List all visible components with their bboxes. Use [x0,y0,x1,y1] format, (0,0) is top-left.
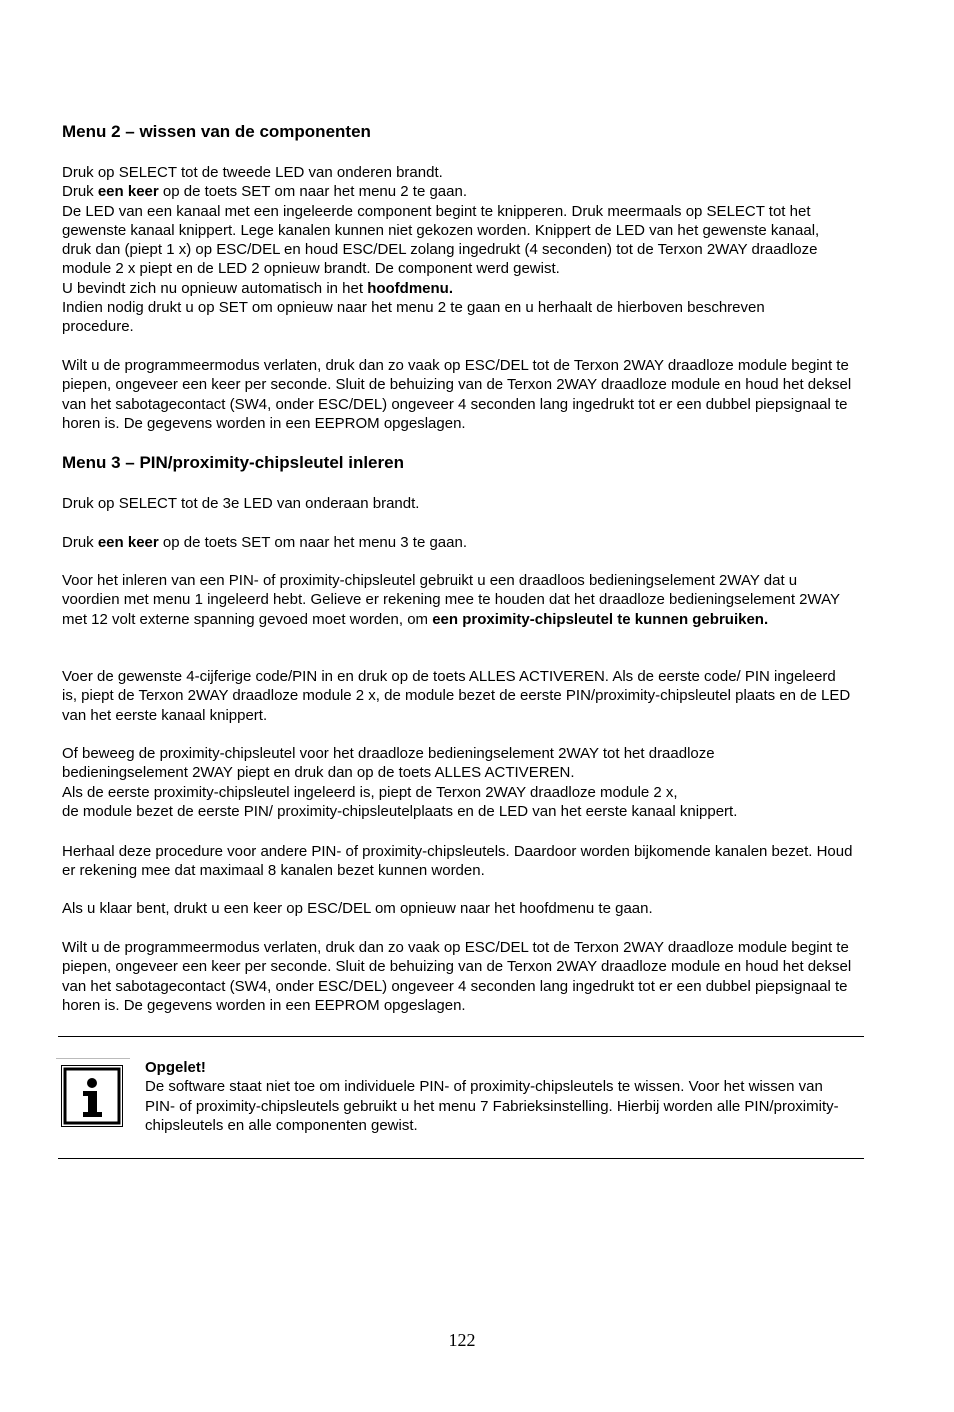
menu2-heading: Menu 2 – wissen van de componenten [62,122,371,141]
menu3-requirements: Voor het inleren van een PIN- of proximity-chipsleutel gebruikt u een draadloos bedieningselement 2WAY dat u voordien met menu 1 ingeleerd hebt. Gelieve er rekening mee te houden dat het draadloze bedieningselement 2WAY met 12 volt externe spanning gevoed moet worden, om een proximity-chipsleutel te kunnen gebruiken. [62,572,840,628]
menu2-step-select: Druk op SELECT tot de tweede LED van onderen brandt. [62,164,443,181]
menu2-instructions: Druk op SELECT tot de tweede LED van onderen brandt. Druk een keer op de toets SET om naar het menu 2 te gaan. De LED van een kanaal met een ingeleerde component begint te knipperen. Druk meermaals op SELECT tot het gewenste kanaal knippert. Lege kanalen kunnen niet gekozen worden. Knippert de LED van het gewenste kanaal, druk dan (piept 1 x) op ESC/DEL en houd ESC/DEL zolang ingedrukt (4 seconden) tot de Terxon 2WAY draadloze module 2 x piept en de LED 2 opnieuw brandt. De component werd gewist. U bevindt zich nu opnieuw automatisch in het hoofdmenu. Indien nodig drukt u op SET om opnieuw naar het menu 2 te gaan en u herhaalt de hierboven beschreven procedure. [62,164,820,336]
menu3-exit-paragraph: Wilt u de programmeermodus verlaten, druk dan zo vaak op ESC/DEL tot de Terxon 2WAY draadloze module begint te piepen, ongeveer een keer per seconde. Sluit de behuizing van de Terxon 2WAY draadloze module en houd het deksel van het sabotagecontact (SW4, onder ESC/DEL) ongeveer 4 seconden lang ingedrukt tot er een dubbel piepsignaal te horen is. De gegevens worden in een EEPROM opgeslagen. [62,939,852,1014]
menu3-pin-code: Voer de gewenste 4-cijferige code/PIN in en druk op de toets ALLES ACTIVEREN. Als de eerste code/ PIN ingeleerd is, piept de Terxon 2WAY draadloze module 2 x, de module bezet de eerste PIN/proximity-chipsleutel plaats en de LED van het eerste kanaal knippert. [62,668,851,724]
menu3-step-set: Druk een keer op de toets SET om naar het menu 3 te gaan. [62,534,467,551]
notice-top-rule [58,1036,864,1037]
notice-bottom-rule [58,1158,864,1159]
menu3-repeat: Herhaal deze procedure voor andere PIN- of proximity-chipsleutels. Daardoor worden bijkomende kanalen bezet. Houd er rekening mee dat maximaal 8 kanalen bezet kunnen worden. [62,843,853,880]
notice-icon-topline [56,1058,130,1059]
page-number: 122 [448,1330,476,1350]
menu2-exit-paragraph: Wilt u de programmeermodus verlaten, druk dan zo vaak op ESC/DEL tot de Terxon 2WAY draadloze module begint te piepen, ongeveer een keer per seconde. Sluit de behuizing van de Terxon 2WAY draadloze module en houd het deksel van het sabotagecontact (SW4, onder ESC/DEL) ongeveer 4 seconden lang ingedrukt tot er een dubbel piepsignaal te horen is. De gegevens worden in een EEPROM opgeslagen. [62,357,852,432]
notice-box [145,1058,845,1135]
menu3-step-select: Druk op SELECT tot de 3e LED van onderaan brandt. [62,495,420,512]
info-icon [61,1065,123,1127]
menu3-proximity: Of beweeg de proximity-chipsleutel voor het draadloze bedieningselement 2WAY tot het draadloze bedieningselement 2WAY piept en druk dan op de toets ALLES ACTIVEREN. Als de eerste proximity-chipsleutel ingeleerd is, piept de Terxon 2WAY draadloze module 2 x, de module bezet de eerste PIN/ proximity-chipsleutelplaats en de LED van het eerste kanaal knippert. [62,745,738,820]
notice-title: Opgelet! [145,1059,206,1076]
menu3-finish: Als u klaar bent, drukt u een keer op ESC/DEL om opnieuw naar het hoofdmenu te gaan. [62,900,653,917]
menu3-heading: Menu 3 – PIN/proximity-chipsleutel inleren [62,453,404,472]
notice-text: De software staat niet toe om individuele PIN- of proximity-chipsleutels te wissen. Voor het wissen van PIN- of proximity-chipsleutels gebruikt u het menu 7 Fabrieksinstelling. Hierbij worden alle PIN/proximity-chipsleutels en alle componenten gewist. [145,1078,839,1134]
menu2-step-led: De LED van een kanaal met een ingeleerde component begint te knipperen. Druk meermaals op SELECT tot het gewenste kanaal knippert. Lege kanalen kunnen niet gekozen worden. Knippert de LED van het gewenste kanaal, druk dan (piept 1 x) op ESC/DEL en houd ESC/DEL zolang ingedrukt (4 seconden) tot de Terxon 2WAY draadloze module 2 x piept en de LED 2 opnieuw brandt. De component werd gewist. [62,202,820,278]
